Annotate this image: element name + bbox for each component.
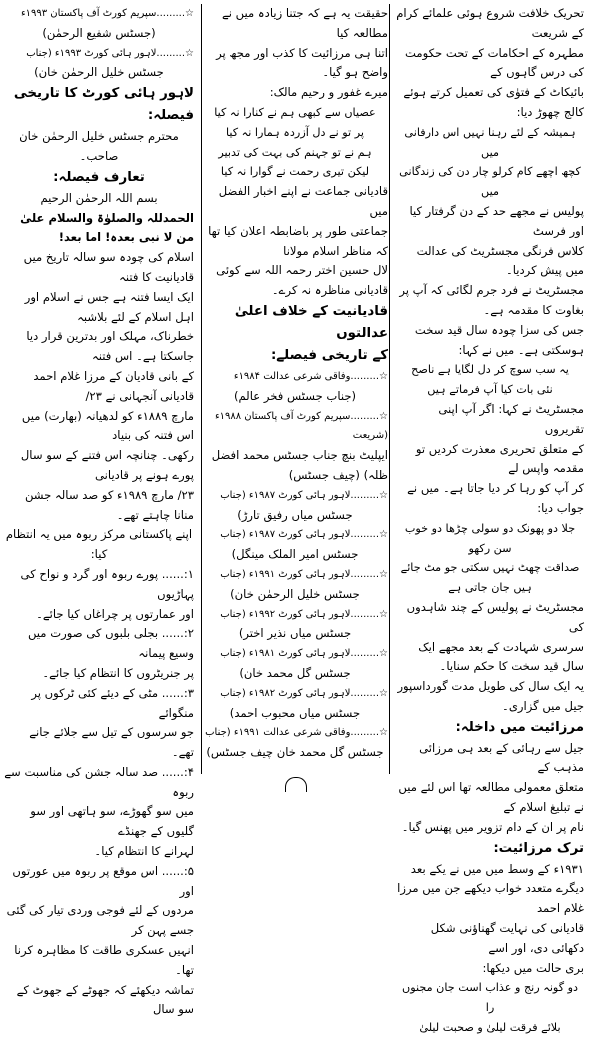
text-line: ۴:...... صد سالہ جشن کی مناسبت سے ربوہ: [4, 764, 194, 799]
text-line: پر جنریٹروں کا انتظام کیا جائے۔: [42, 665, 194, 680]
text-line: تماشہ دیکھئے کہ جھوٹے کے جھوٹ کے سو سال: [16, 982, 194, 1017]
text-line: کلاس فرنگی مجسٹریٹ کی عدالت میں پیش کردیا۔: [416, 243, 584, 278]
text-line: ☆.........لاہور ہائی کورٹ ۱۹۹۳ء (جناب: [26, 47, 194, 59]
text-line: متعلق معمولی مطالعہ تھا اس لئے میں نے تبلیغ اسلام کے: [398, 780, 584, 815]
text-line: لال حسین اختر رحمہ اللہ سے کوئی قادیانی مناظرہ نہ کرے۔: [216, 263, 388, 298]
text-line: حقیقت یہ ہے کہ جتنا زیادہ میں نے مطالعہ کیا: [221, 6, 388, 40]
text-line: ☆.........لاہور ہائی کورٹ ۱۹۸۷ء (جناب: [220, 529, 388, 541]
section-heading: لاہور ہائی کورٹ کا تاریخی فیصلہ:: [13, 86, 194, 124]
text-line: سرسری شہادت کے بعد مجھے ایک سال قید سخت کا حکم سنایا۔: [418, 639, 584, 674]
text-line: جلا دو پھونک دو سولی چڑھا دو خوب سن رکھو: [404, 521, 576, 555]
text-line: یہ ایک سال کی طویل مدت گورداسپور جیل میں گزاری۔: [397, 679, 584, 713]
text-line: عصیاں سے کبھی ہم نے کنارا نہ کیا: [214, 105, 376, 119]
text-line: ۱۹۳۱ء کے وسط میں میں نے یکے بعد: [410, 861, 584, 876]
page-number-mark: [285, 777, 307, 792]
text-line: بسم اللہ الرحمٰن الرحیم: [40, 190, 158, 205]
text-line: (جسٹس شفیع الرحمٰن): [42, 25, 156, 40]
text-line: اتنا ہی مرزائیت کا کذب اور مجھ پر واضح ہو گیا۔: [216, 45, 388, 80]
text-line: ☆.........لاہور ہائی کورٹ ۱۹۸۱ء (جناب: [220, 648, 388, 660]
text-line: ہم نے تو جہنم کی بہت کی تدبیر: [218, 145, 372, 159]
text-line: ۲:...... بجلی بلبوں کی صورت میں وسیع پیمانہ: [27, 626, 194, 661]
text-line: ☆.........لاہور ہائی کورٹ ۱۹۹۲ء (جناب: [220, 608, 388, 620]
text-line: مطہرہ کے احکامات کے تحت حکومت کی درس گاہوں کے: [405, 45, 584, 80]
text-line: جسٹس میاں نذیر اختر): [238, 626, 352, 641]
text-line: ہمیشہ کے لئے رہنا نہیں اس دارفانی میں: [404, 125, 576, 159]
text-line: جس کی سزا چودہ سال قید سخت ہوسکتی ہے۔ میں نے کہا:: [414, 322, 584, 357]
text-line: کر آپ کو رہا کر دیا جاتا ہے۔ میں نے جواب دیا:: [407, 481, 584, 515]
text-line: ☆.........وفاقی شرعی عدالت ۱۹۸۴ء: [233, 370, 388, 382]
text-line: پولیس نے مجھے حد کے دن گرفتار کیا اور فرسٹ: [409, 203, 584, 238]
text-line: جیل سے رہائی کے بعد ہی مرزائی مذہب کے: [419, 740, 584, 775]
text-line: ☆.........لاہور ہائی کورٹ ۱۹۸۲ء (جناب: [220, 687, 388, 699]
text-line: مجسٹریٹ نے فرد جرم لگائی کہ آپ پر بغاوت کا مقدمہ ہے۔: [399, 283, 584, 317]
text-line: بری حالت میں دیکھا:: [482, 960, 584, 975]
text-line: مردوں کے لئے فوجی وردی تیار کی گئی جسے پہن کر: [6, 903, 194, 938]
section-heading: کے تاریخی فیصلے:: [270, 347, 388, 363]
text-line: نام پر ان کے دام تزویر میں پھنس گیا۔: [401, 819, 584, 834]
text-line: پر تو نے دل آزردہ ہمارا نہ کیا: [225, 125, 365, 139]
section-heading: مرزائیت میں داخلہ:: [455, 719, 584, 735]
text-line: بائیکاٹ کے فتوٰی کی تعمیل کرتے ہوئے کالج چھوڑ دیا:: [403, 85, 584, 119]
text-line: اور عمارتوں پر چراغاں کیا جائے۔: [36, 606, 194, 621]
text-line: دو گونہ رنج و عذاب است جان مجنوں را: [402, 981, 578, 1015]
text-line: کے بانی قادیان کے مرزا غلام احمد قادیانی آنجہانی نے ۲۳/: [33, 368, 194, 403]
text-line: ۲۳/ مارچ ۱۹۸۹ء کو صد سالہ جشن منانا چاہتے تھے۔: [24, 487, 194, 522]
text-line: مارچ ۱۸۸۹ء کو لدھیانہ (بھارت) میں اس فتنہ کی بنیاد: [21, 408, 194, 443]
column-divider: [201, 4, 202, 774]
text-line: یہ سب سوچ کر دل لگایا ہے ناصح: [411, 363, 569, 377]
column-left: [4, 4, 194, 1017]
text-line: لہرانے کا انتظام کیا۔: [94, 844, 194, 859]
text-line: ایک ایسا فتنہ ہے جس نے اسلام اور اہل اسلام کے لئے بلاشبہ: [24, 289, 194, 324]
text-line: ایپلیٹ بنچ جناب جسٹس محمد افضل ظلہ) (چیف جسٹس): [211, 448, 388, 482]
text-line: اپنے پاکستانی مرکز ربوہ میں یہ انتظام کیا:: [5, 527, 193, 562]
text-line: کے متعلق تحریری معذرت کردیں تو مقدمہ واپس لے: [415, 441, 584, 476]
text-line: میرے غفور و رحیم مالک:: [269, 85, 388, 100]
text-line: جسٹس میاں رفیق تارڑ): [237, 507, 353, 522]
text-line: ☆.........لاہور ہائی کورٹ ۱۹۸۷ء (جناب: [220, 489, 388, 501]
text-line: کچھ اچھے کام کرلو چار دن کی زندگانی میں: [399, 165, 581, 199]
text-line: تحریک خلافت شروع ہوئی علمائے کرام کے شریعت: [396, 6, 584, 40]
text-line: ☆.........سپریم کورٹ آف پاکستان ۱۹۸۸ء (شریعت: [214, 410, 388, 442]
text-line: ☆.........سپریم کورٹ آف پاکستان ۱۹۹۳ء: [20, 8, 194, 19]
text-line: الحمدللہ والصلوٰۃ والسلام علیٰ من لا نبی بعدہ! اما بعد!: [20, 210, 194, 245]
column-divider: [389, 4, 390, 774]
text-line: رکھی۔ چنانچہ اس فتنے کے سو سال پورے ہونے پر قادیانی: [20, 448, 194, 482]
text-line: جسٹس خلیل الرحمٰن خان): [230, 586, 360, 601]
text-line: صداقت چھٹ نہیں سکتی جو مٹ جائے ہیں جان جاتی ہے: [400, 561, 580, 595]
text-line: مجسٹریٹ نے کہا: اگر آپ اپنی تقریروں: [438, 401, 584, 436]
text-line: جسٹس امیر الملک مینگل): [231, 547, 359, 562]
section-heading: ترک مرزائیت:: [493, 840, 584, 856]
text-line: لیکن تیری رحمت نے گوارا نہ کیا: [220, 165, 370, 179]
text-line: اسلام کی چودہ سو سالہ تاریخ میں قادیانیت کا فتنہ: [23, 250, 194, 284]
text-line: جماعتی طور پر باضابطہ اعلان کیا تھا کہ مناظر اسلام مولانا: [208, 223, 388, 258]
column-middle: [202, 4, 388, 774]
text-line: ۵:...... اس موقع پر ربوہ میں عورتوں اور: [12, 863, 194, 898]
text-line: خطرناک، مہلک اور بدترین قرار دیا جاسکتا ہے۔ اس فتنہ: [26, 329, 194, 364]
text-line: قادیانی کی نہایت گھناؤنی شکل دکھائی دی، اور اسے: [430, 921, 584, 955]
section-heading: قادیانیت کے خلاف اعلیٰ عدالتوں: [234, 303, 388, 341]
text-line: جسٹس گل محمد خان): [239, 665, 351, 680]
text-line: ۳:...... مٹی کے دیئے کئی ٹرکوں پر منگوائے: [31, 685, 194, 720]
text-line: (جناب جسٹس فخر عالم): [233, 388, 357, 403]
text-line: میں سو گھوڑے، سو ہاتھی اور سو گلیوں کے جھنڈے: [30, 804, 194, 839]
text-line: ☆.........وفاقی شرعی عدالت ۱۹۹۱ء (جناب: [205, 727, 388, 739]
text-line: جسٹس گل محمد خان چیف جسٹس): [206, 745, 384, 760]
text-line: ☆.........لاہور ہائی کورٹ ۱۹۹۱ء (جناب: [220, 568, 388, 580]
section-heading: تعارف فیصلہ:: [53, 169, 145, 185]
text-line: ۱:...... پورے ربوہ اور گرد و نواح کی پہاڑیوں: [20, 566, 194, 601]
text-line: نئی بات کیا آپ فرماتے ہیں: [427, 383, 553, 397]
text-line: بلائے فرقت لیلیٰ و صحبت لیلیٰ: [419, 1021, 561, 1035]
text-line: جسٹس میاں محبوب احمد): [229, 705, 361, 720]
column-right: [396, 4, 584, 1035]
text-line: جو سرسوں کے تیل سے جلائے جانے تھے۔: [29, 725, 194, 760]
text-line: محترم جسٹس خلیل الرحمٰن خان صاحب۔: [19, 129, 179, 163]
text-line: دیگرے متعدد خواب دیکھے جن میں مرزا غلام احمد: [397, 881, 584, 916]
text-line: انہیں عسکری طاقت کا مظاہرہ کرنا تھا۔: [14, 943, 194, 977]
text-line: مجسٹریٹ نے پولیس کے چند شاہدوں کی: [406, 599, 584, 634]
text-line: قادیانی جماعت نے اپنے اخبار الفضل میں: [218, 184, 388, 218]
text-line: جسٹس خلیل الرحمٰن خان): [34, 65, 164, 80]
